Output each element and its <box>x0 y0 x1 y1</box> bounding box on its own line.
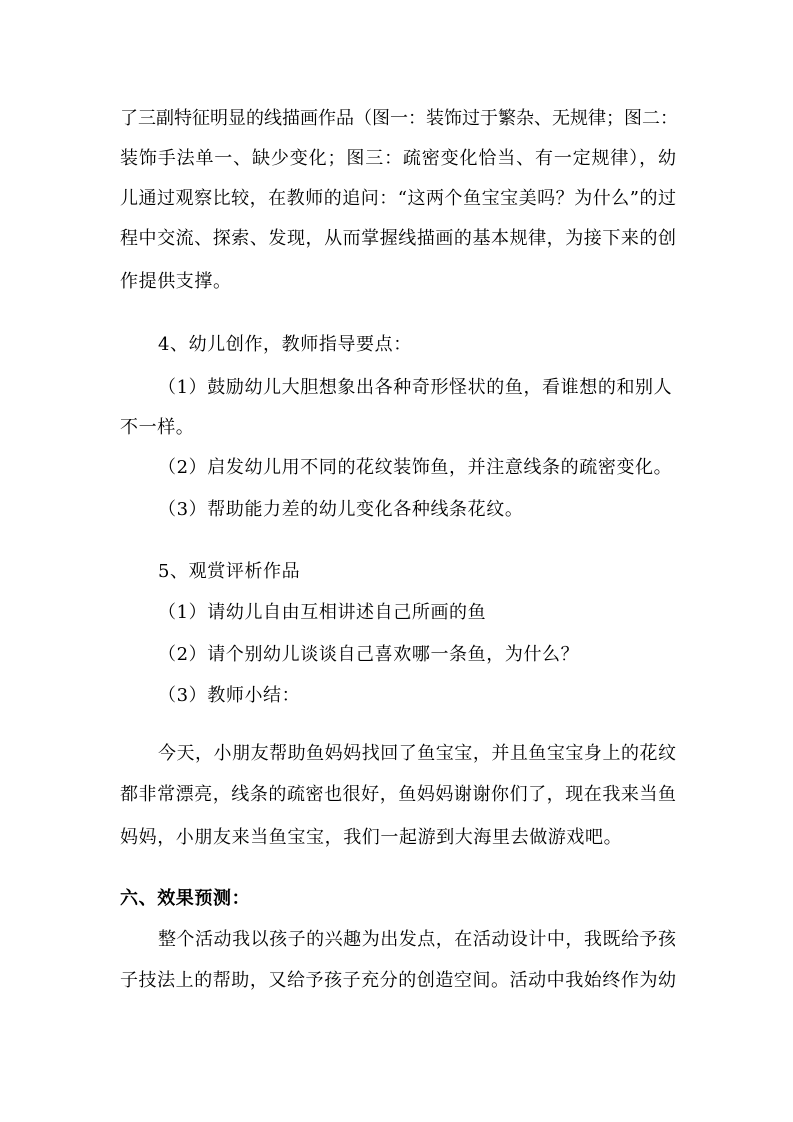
step5-heading: 5、观赏评析作品 <box>158 561 301 582</box>
summary-line-3: 妈妈，小朋友来当鱼宝宝，我们一起游到大海里去做游戏吧。 <box>120 827 623 848</box>
para1-line-5: 作提供支撑。 <box>120 271 232 292</box>
section6-line-1: 整个活动我以孩子的兴趣为出发点，在活动设计中，我既给予孩 <box>158 929 676 950</box>
step5-item-3: （3）教师小结： <box>158 685 301 706</box>
para1-line-3: 儿通过观察比较，在教师的追问：“这两个鱼宝宝美吗？为什么”的过 <box>120 188 676 209</box>
summary-line-2: 都非常漂亮，线条的疏密也很好，鱼妈妈谢谢你们了，现在我来当鱼 <box>120 784 676 805</box>
step4-item-1-line-2: 不一样。 <box>120 417 195 438</box>
step4-item-3: （3）帮助能力差的幼儿变化各种线条花纹。 <box>158 499 524 520</box>
para1-line-2: 装饰手法单一、缺少变化；图三：疏密变化恰当、有一定规律），幼 <box>120 148 676 169</box>
step5-item-1: （1）请幼儿自由互相讲述自己所画的鱼 <box>158 602 487 623</box>
para1-line-1: 了三副特征明显的线描画作品（图一：装饰过于繁杂、无规律；图二： <box>120 108 678 129</box>
section6-heading: 六、效果预测： <box>120 888 251 909</box>
summary-line-1: 今天，小朋友帮助鱼妈妈找回了鱼宝宝，并且鱼宝宝身上的花纹 <box>158 743 676 764</box>
para1-line-4: 程中交流、探索、发现，从而掌握线描画的基本规律，为接下来的创 <box>120 228 676 249</box>
step5-item-2: （2）请个别幼儿谈谈自己喜欢哪一条鱼，为什么？ <box>158 644 580 665</box>
step4-item-2: （2）启发幼儿用不同的花纹装饰鱼，并注意线条的疏密变化。 <box>158 457 673 478</box>
step4-item-1-line-1: （1）鼓励幼儿大胆想象出各种奇形怪状的鱼，看谁想的和别人 <box>158 377 673 398</box>
section6-line-2: 子技法上的帮助，又给予孩子充分的创造空间。活动中我始终作为幼 <box>120 970 676 991</box>
step4-heading: 4、幼儿创作，教师指导要点： <box>158 334 412 355</box>
